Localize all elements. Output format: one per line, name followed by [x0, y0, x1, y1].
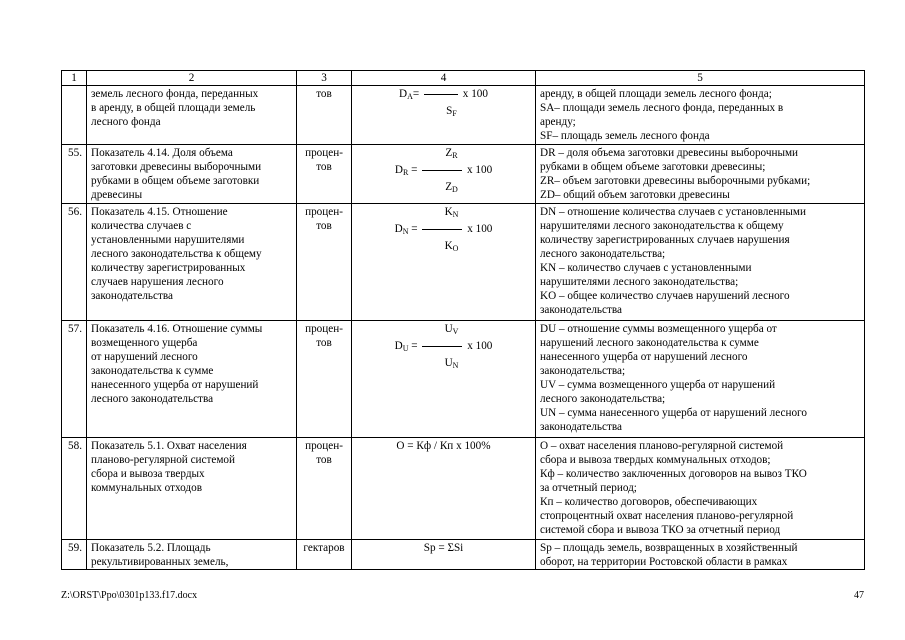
indicator-table	[61, 70, 865, 570]
file-path: Z:\ORST\Ppo\0301p133.f17.docx	[61, 590, 198, 601]
denominator-subscript: O	[452, 244, 459, 253]
fraction-bar	[424, 94, 458, 95]
unit-of-measure	[297, 321, 352, 438]
indicator-name	[87, 86, 297, 145]
multiplier: x 100	[464, 223, 493, 235]
result-symbol: D	[399, 88, 408, 100]
unit-line: тов	[316, 454, 332, 466]
indicator-name-line: нанесенного ущерба от нарушений	[91, 379, 259, 391]
result-symbol: D	[394, 164, 403, 176]
formula-description	[536, 438, 865, 540]
formula-text: O = Кф / Кп х 100%	[396, 440, 491, 452]
result-subscript: R	[402, 168, 409, 177]
formula-numerator	[356, 322, 531, 339]
row-number: 56.	[62, 204, 87, 321]
indicator-name-line: заготовки древесины выборочными	[91, 161, 262, 173]
formula-main-line	[356, 222, 531, 239]
numerator-symbol: K	[444, 206, 453, 218]
equals-sign: =	[408, 164, 421, 176]
indicator-name-line: сбора и вывоза твердых	[91, 468, 205, 480]
fraction-bar	[422, 170, 462, 171]
row-number: 57.	[62, 321, 87, 438]
indicator-name	[87, 438, 297, 540]
formula-description	[536, 540, 865, 570]
table-row	[62, 438, 865, 540]
unit-line: процен-	[305, 147, 343, 159]
indicator-name-line: от нарушений лесного	[91, 351, 198, 363]
description-line: стопроцентный охват населения планово-регулярной	[540, 510, 794, 522]
indicator-name-line: рекультивированных земель,	[91, 556, 229, 568]
indicator-name-line: законодательства	[91, 290, 173, 302]
description-line: количеству зарегистрированных случаев нарушения	[540, 234, 790, 246]
unit-of-measure	[297, 86, 352, 145]
denominator-symbol: K	[444, 240, 453, 252]
indicator-name	[87, 540, 297, 570]
result-subscript: N	[402, 227, 409, 236]
formula-main-line	[356, 87, 531, 104]
formula	[352, 204, 536, 321]
indicator-name-line: Показатель 4.16. Отношение суммы	[91, 323, 263, 335]
indicator-name-line: лесного законодательства	[91, 393, 214, 405]
description-line: законодательства	[540, 421, 622, 433]
indicator-name-line: Показатель 4.15. Отношение	[91, 206, 228, 218]
row-number	[62, 86, 87, 145]
formula	[352, 438, 536, 540]
formula-numerator	[356, 205, 531, 222]
indicator-name-line: Показатель 5.2. Площадь	[91, 542, 211, 554]
row-number: 55.	[62, 145, 87, 204]
description-line: Sp – площадь земель, возвращенных в хозяйственный	[540, 542, 798, 554]
formula-description	[536, 321, 865, 438]
indicator-name-line: земель лесного фонда, переданных	[91, 88, 259, 100]
description-line: DN – отношение количества случаев с установленными	[540, 206, 806, 218]
header-col-3: 3	[297, 71, 352, 86]
unit-of-measure	[297, 438, 352, 540]
description-line: UV – сумма возмещенного ущерба от нарушений	[540, 379, 776, 391]
description-line: UN – сумма нанесенного ущерба от нарушений лесного	[540, 407, 807, 419]
description-line: рубками в общем объеме заготовки древесины;	[540, 161, 766, 173]
unit-of-measure	[297, 540, 352, 570]
formula-main-line	[356, 163, 531, 180]
description-line: нарушений лесного законодательства к сумме	[540, 337, 759, 349]
fraction-bar	[422, 229, 462, 230]
multiplier: x 100	[460, 88, 488, 100]
header-col-4: 4	[352, 71, 536, 86]
description-line: O – охват населения планово-регулярной системой	[540, 440, 784, 452]
indicator-name	[87, 145, 297, 204]
equals-sign: =	[412, 88, 422, 100]
table-row	[62, 204, 865, 321]
description-line: DU – отношение суммы возмещенного ущерба от	[540, 323, 777, 335]
description-line: законодательства;	[540, 365, 626, 377]
formula-description	[536, 204, 865, 321]
formula-numerator	[356, 146, 531, 163]
page-number: 47	[854, 590, 864, 601]
formula-text: Sp = ΣSi	[423, 542, 464, 554]
indicator-name	[87, 321, 297, 438]
multiplier: x 100	[464, 164, 493, 176]
indicator-name-line: количества случаев с	[91, 220, 192, 232]
denominator-subscript: F	[452, 109, 457, 118]
formula-denominator	[356, 180, 531, 197]
table-row	[62, 540, 865, 570]
unit-line: тов	[316, 88, 332, 100]
denominator-symbol: U	[444, 357, 453, 369]
header-col-2: 2	[87, 71, 297, 86]
indicator-name-line: древесины	[91, 189, 143, 201]
indicator-name-line: лесного фонда	[91, 116, 161, 128]
unit-line: тов	[316, 220, 332, 232]
numerator-subscript: R	[452, 151, 458, 160]
description-line: лесного законодательства;	[540, 248, 666, 260]
description-line: DR – доля объема заготовки древесины выборочными	[540, 147, 799, 159]
indicator-name-line: в аренду, в общей площади земель	[91, 102, 256, 114]
result-symbol: D	[394, 340, 403, 352]
equals-sign: =	[408, 223, 421, 235]
indicator-name-line: лесного законодательства к общему	[91, 248, 262, 260]
unit-of-measure	[297, 204, 352, 321]
formula	[352, 321, 536, 438]
description-line: сбора и вывоза твердых коммунальных отходов;	[540, 454, 771, 466]
denominator-symbol: Z	[445, 181, 453, 193]
description-line: за отчетный период;	[540, 482, 637, 494]
formula-denominator	[356, 104, 531, 121]
description-line: SA– площади земель лесного фонда, переданных в	[540, 102, 784, 114]
indicator-name-line: законодательства к сумме	[91, 365, 214, 377]
header-col-5: 5	[536, 71, 865, 86]
numerator-symbol: U	[444, 323, 453, 335]
indicator-name-line: случаев нарушения лесного	[91, 276, 224, 288]
formula-description	[536, 145, 865, 204]
formula	[352, 86, 536, 145]
description-line: системой сбора и вывоза ТКО за отчетный период	[540, 524, 781, 536]
denominator-subscript: D	[452, 185, 458, 194]
description-line: аренду;	[540, 116, 576, 128]
formula	[352, 145, 536, 204]
indicator-name-line: рубками в общем объеме заготовки	[91, 175, 260, 187]
numerator-subscript: N	[452, 210, 459, 219]
description-line: KO – общее количество случаев нарушений лесного	[540, 290, 790, 302]
description-line: законодательства	[540, 304, 622, 316]
multiplier: x 100	[464, 340, 493, 352]
row-number: 59.	[62, 540, 87, 570]
formula	[352, 540, 536, 570]
table-row	[62, 321, 865, 438]
formula-description	[536, 86, 865, 145]
equals-sign: =	[408, 340, 421, 352]
result-symbol: D	[394, 223, 403, 235]
row-number: 58.	[62, 438, 87, 540]
description-line: нарушителями лесного законодательства;	[540, 276, 739, 288]
formula-denominator	[356, 356, 531, 373]
indicator-name-line: планово-регулярной системой	[91, 454, 236, 466]
description-line: аренду, в общей площади земель лесного фонда;	[540, 88, 772, 100]
description-line: ZD– общий объем заготовки древесины	[540, 189, 730, 201]
table-header-row	[62, 71, 865, 86]
description-line: нарушителями лесного законодательства к общему	[540, 220, 784, 232]
indicator-name-line: Показатель 5.1. Охват населения	[91, 440, 247, 452]
denominator-symbol: S	[446, 105, 453, 117]
description-line: нанесенного ущерба от нарушений лесного	[540, 351, 748, 363]
indicator-name-line: установленными нарушителями	[91, 234, 245, 246]
fraction-bar	[422, 346, 462, 347]
description-line: Кф – количество заключенных договоров на вывоз ТКО	[540, 468, 807, 480]
unit-line: процен-	[305, 323, 343, 335]
unit-line: процен-	[305, 206, 343, 218]
indicator-name-line: возмещенного ущерба	[91, 337, 198, 349]
unit-line: процен-	[305, 440, 343, 452]
formula-denominator	[356, 239, 531, 256]
description-line: Кп – количество договоров, обеспечивающих	[540, 496, 758, 508]
unit-line: тов	[316, 337, 332, 349]
numerator-subscript: V	[452, 327, 459, 336]
unit-of-measure	[297, 145, 352, 204]
header-col-1: 1	[62, 71, 87, 86]
description-line: KN – количество случаев с установленными	[540, 262, 752, 274]
indicator-name-line: Показатель 4.14. Доля объема	[91, 147, 233, 159]
denominator-subscript: N	[452, 361, 459, 370]
table-body	[62, 86, 865, 570]
description-line: оборот, на территории Ростовской области в рамках	[540, 556, 788, 568]
unit-line: тов	[316, 161, 332, 173]
table-row	[62, 145, 865, 204]
result-subscript: A	[407, 92, 413, 101]
formula-main-line	[356, 339, 531, 356]
result-subscript: U	[402, 344, 409, 353]
indicator-name	[87, 204, 297, 321]
description-line: ZR– объем заготовки древесины выборочными рубками;	[540, 175, 811, 187]
description-line: SF– площадь земель лесного фонда	[540, 130, 710, 142]
indicator-name-line: количеству зарегистрированных	[91, 262, 246, 274]
unit-line: гектаров	[303, 542, 345, 554]
table-row	[62, 86, 865, 145]
numerator-symbol: Z	[445, 147, 453, 159]
description-line: лесного законодательства;	[540, 393, 666, 405]
indicator-name-line: коммунальных отходов	[91, 482, 202, 494]
